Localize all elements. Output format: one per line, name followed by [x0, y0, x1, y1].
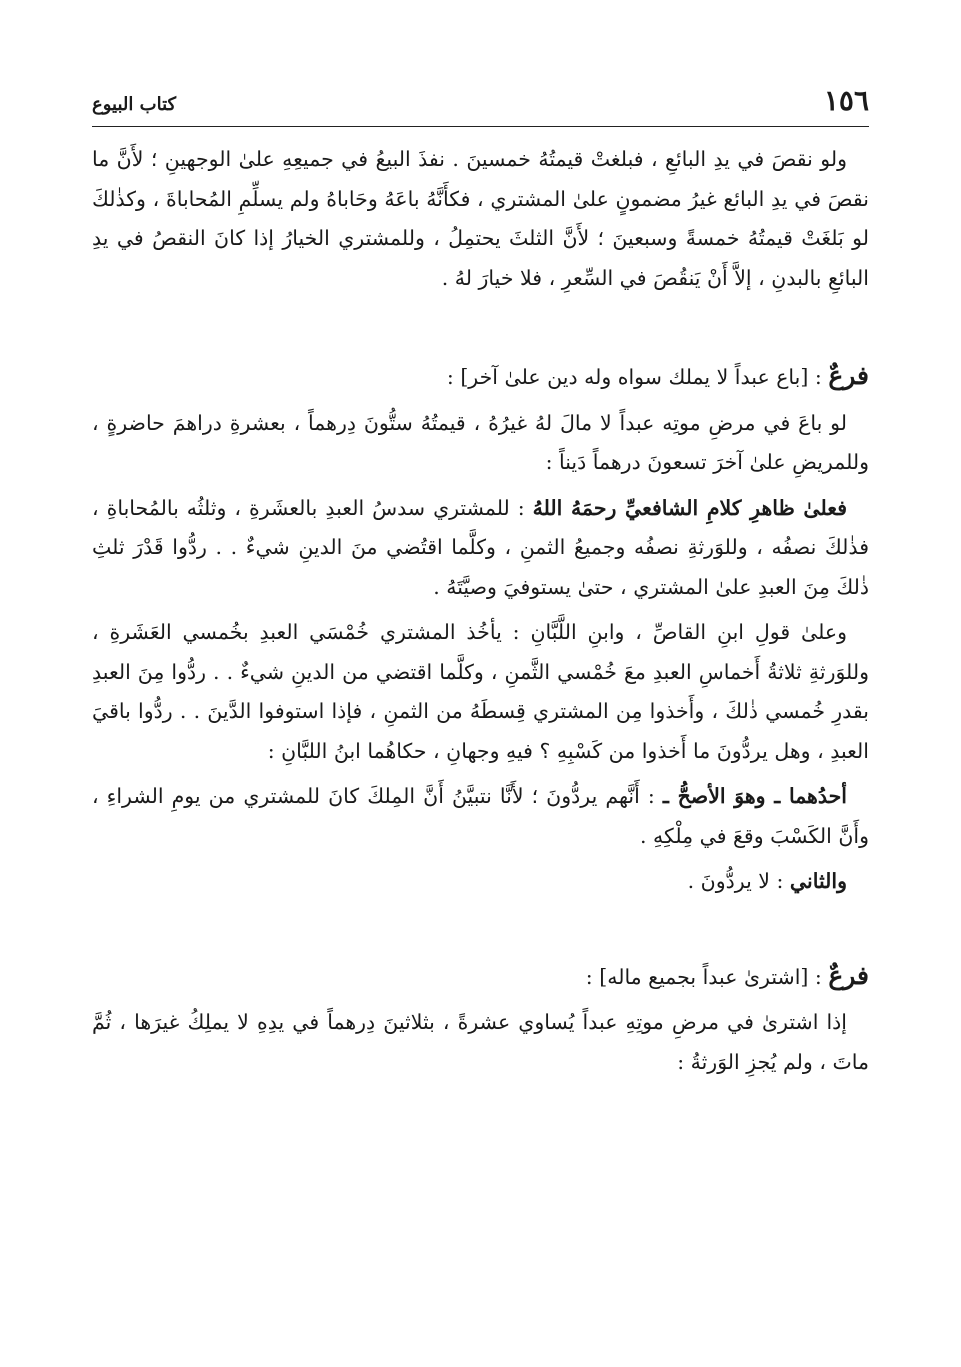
branch-label: فرعٌ [828, 361, 869, 390]
page-header [92, 80, 869, 127]
paragraph-1: ولو نقصَ في يدِ البائعِ ، فبلغتْ قيمتُهُ خمسينَ . نفذَ البيعُ في جميعِهِ علىٰ الوجهينِ ؛ لأَنَّ ما نقصَ في يدِ البائع غيرُ مضمونٍ علىٰ المشتري ، فكأَنَّهُ باعَهُ وحَاباهُ ولم يسلِّمِ المُحاباةَ ، وكذٰلكَ لو بَلغَتْ قيمتُهُ خمسةً وسبعينَ ؛ لأَنَّ الثلثَ يحتمِلُ ، وللمشتري الخيارُ إذا كانَ النقصُ في يدِ البائعِ بالبدنِ ، إلاَّ أَنْ يَنقُصَ في السِّعرِ ، فلا خيارَ لهُ . [92, 147, 869, 290]
branch-heading-2 [92, 956, 869, 998]
branch-title: : [اشترىٰ عبداً بجميع ماله] : [585, 964, 829, 989]
paragraph-3-lead: فعلىٰ ظاهرِ كلامِ الشافعيِّ رحمَهُ اللهُ [532, 495, 847, 520]
paragraph-5-lead: أحدُهما ـ وهوَ الأصحُّ ـ [662, 784, 847, 808]
spacer [92, 304, 869, 356]
branch-label: فرعٌ [828, 960, 869, 990]
paragraph-7: إذا اشترىٰ في مرضِ موتِهِ عبداً يُساوي عشرةً ، بثلاثينَ دِرهماً في يدِهِ لا يملِكُ غيرَها ، ثُمَّ ماتَ ، ولم يُجزِ الوَرثةُ : [92, 1010, 869, 1074]
paragraph-5-text: : أَنَّهم يردُّونَ ؛ لأَنَّا نتبيَّنُ أَنَّ المِلكَ كانَ للمشتري من يومِ الشراءِ ، وأَنَّ الكَسْبَ وقعَ في مِلْكِهِ . [92, 784, 869, 848]
paragraph-6-text: : لا يردُّونَ . [687, 869, 790, 893]
page-body [92, 140, 869, 1088]
page-number: ١٥٦ [823, 84, 869, 117]
paragraph-2: لو باعَ في مرضِ موتِه عبداً لا مالَ لهُ غيرُهُ ، قيمتُهُ ستُّونَ دِرهماً ، بعشرةِ دراهمَ حاضرةٍ ، وللمريضِ علىٰ آخرَ تسعونَ درهماً دَيناً : [92, 410, 869, 474]
paragraph-4: وعلىٰ قولِ ابنِ القاصِّ ، وابنِ اللَّبَّانِ : يأخُذ المشتري خُمْسَي العبدِ بخُمسي العَشَرةِ ، وللوَرثةِ ثلاثةُ أَخماسِ العبدِ معَ خُمْسي الثَّمنِ ، وكلَّما اقتضي من الدينِ شيءٌ . . ردُّوا مِنَ العبدِ بقدرِ خُمسي ذٰلكَ ، وأَخذوا مِن المشتري قِسطَهُ من الثمنِ ، فإذا استوفوا الدَّينَ . . ردُّوا باقيَ العبدِ ، وهل يردُّونَ ما أَخذوا من كَسْبِهِ ؟ فيهِ وجهانِ ، حكاهُما ابنُ اللبَّانِ : [92, 620, 869, 763]
paragraph-6-lead: والثاني [789, 869, 847, 893]
spacer [92, 908, 869, 956]
paragraph-5 [92, 777, 869, 856]
book-title: كتاب البيوع [92, 94, 177, 115]
paragraph-3 [92, 489, 869, 608]
branch-heading-1 [92, 356, 869, 398]
branch-title: : [باع عبداً لا يملك سواه وله دين علىٰ آخر] : [446, 365, 829, 389]
paragraph-6 [92, 862, 869, 902]
paragraph-3-text: : للمشتري سدسُ العبدِ بالعشَرةِ ، وثلثُه بالمُحاباةِ ، فذٰلكَ نصفُه ، وللوَرثةِ نصفُه وجميعُ الثمنِ ، وكلَّما اقتُضي منَ الدينِ شيءٌ . . ردُّوا قَدْرَ ثلثِ ذٰلكَ مِنَ العبدِ علىٰ المشتري ، حتىٰ يستوفيَ وصيَّتَهُ . [92, 495, 869, 599]
